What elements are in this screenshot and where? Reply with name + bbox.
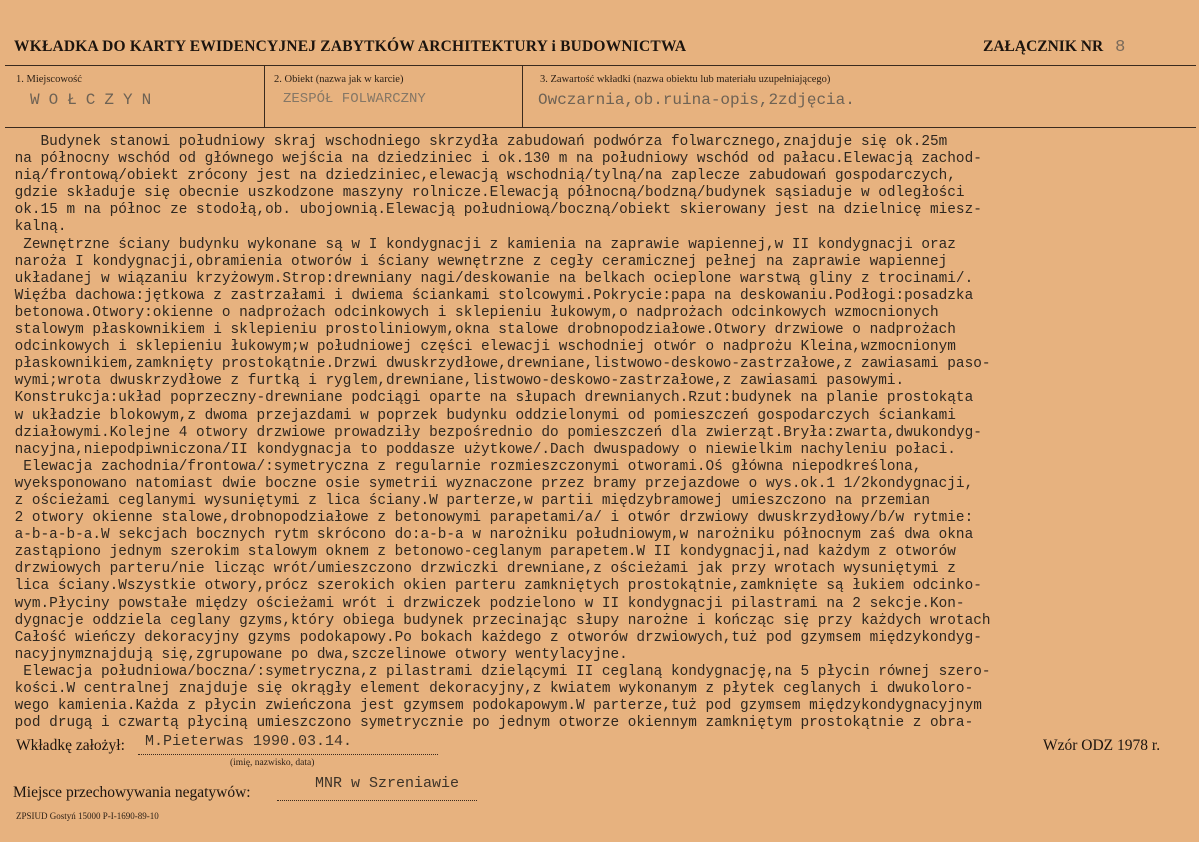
text-line: Elewacja zachodnia/frontowa/:symetryczna z regularnie rozmieszczonymi otworami.Oś główna niepodkreślona, xyxy=(6,458,922,475)
object-label: 2. Obiekt (nazwa jak w karcie) xyxy=(274,74,404,85)
text-line: odcinkowych i sklepieniu łukowym;w południowej części elewacji wschodniej otwór o nadprożu Kleina,wzmocnionym xyxy=(6,339,956,356)
text-line: stalowym płaskownikiem i sklepieniu prostoliniowym,okna stalowe drobnopodziałowe.Otwory drzwiowe o nadprożach xyxy=(6,322,956,339)
text-line: zastąpiono jednym szerokim stalowym oknem z betonowo-ceglanym parapetem.W II kondygnacji,nad każdym z otworów xyxy=(6,544,956,561)
text-line: w układzie blokowym,z dwoma przejazdami w poprzek budynku oddzielonymi od pomieszczeń gospodarczych ściankami xyxy=(6,407,956,424)
text-line: ok.15 m na północ ze stodołą,ob. ubojownią.Elewacją południową/boczną/obiekt skierowany jest na dzielnicę miesz- xyxy=(6,202,982,219)
text-line: wyeksponowano natomiast dwie boczne osie symetrii wyznaczone przez bramy przejazdowe o wys.ok.1 1/2kondygnacji, xyxy=(6,475,974,492)
field-divider xyxy=(264,65,265,127)
negatives-label: Miejsce przechowywania negatywów: xyxy=(13,784,251,801)
filled-by-line xyxy=(138,754,438,755)
text-line: układanej w wiązaniu krzyżowym.Strop:drewniany nagi/deskowanie na belkach ocieplone warstwą gliny z trocinami/. xyxy=(6,270,974,287)
filled-by-value: M.Pieterwas 1990.03.14. xyxy=(145,733,353,750)
printer-imprint: ZPSIUD Gostyń 15000 P-I-1690-89-10 xyxy=(16,811,159,821)
text-line: płaskownikiem,zamknięty prostokątnie.Drzwi dwuskrzydłowe,drewniane,listwowo-deskowo-zastrzałowe,z zawiasami paso- xyxy=(6,356,991,373)
filled-by-hint: (imię, nazwisko, data) xyxy=(230,758,315,768)
text-line: kości.W centralnej znajduje się okrągły element dekoracyjny,z kwiatem wykonanym z płytek ceglanych i dwukoloro- xyxy=(6,681,974,697)
text-line: dygnacje oddziela ceglany gzyms,który obiega budynek przecinając słupy narożne i kończąc się przy każdych wrotach xyxy=(6,612,991,629)
text-line: wym.Płyciny powstałe między ościeżami wrót i drzwiczek podzielono w II kondygnacji pilastrami na 2 sekcje.Kon- xyxy=(6,595,965,612)
text-line: pod drugą i czwartą płyciną umieszczono symetrycznie po jednym otworze okiennym zamkniętym prostokątnie z obra- xyxy=(6,715,974,732)
text-line: nacyjna,niepodpiwniczona/II kondygnacja to poddasze użytkowe/.Dach dwuspadowy o niewielkim nachyleniu połaci. xyxy=(6,441,956,458)
negatives-value: MNR w Szreniawie xyxy=(315,775,460,792)
attachment-label: ZAŁĄCZNIK NR xyxy=(983,38,1104,55)
locality-value: WOŁCZYN xyxy=(30,91,161,109)
text-line: z ościeżami ceglanymi wysuniętymi z lica ściany.W parterze,w partii międzybramowej umieszczono na przemian xyxy=(6,492,931,509)
text-line: drzwiowych parteru/nie licząc wrót/umieszczono drzwiczki drewniane,z ościeżami jak przy wrotach wysuniętymi z xyxy=(6,561,956,578)
text-line: nacyjnymznajdują się,zgrupowane po dwa,szczelinowe otwory wentylacyjne. xyxy=(6,646,628,663)
text-line: gdzie składuje się obecnie uszkodzone maszyny rolnicze.Elewacją północną/bodzną/budynek sąsiaduje w odległości xyxy=(6,185,965,202)
text-line: Elewacja południowa/boczna/:symetryczna,z pilastrami dzielącymi II ceglaną kondygnację,na 5 płycin równej szero- xyxy=(6,663,991,680)
attachment-number: 8 xyxy=(1115,38,1126,57)
text-line: działowymi.Kolejne 4 otwory drzwiowe prowadziły bezpośrednio do pomieszczeń dla zwierząt.Bryła:zwarta,dwukondyg- xyxy=(6,424,982,441)
text-line: na północny wschód od głównego wejścia na dziedziniec i ok.130 m na południowy wschód od pałacu.Elewacją zachod- xyxy=(6,151,982,168)
form-title: WKŁADKA DO KARTY EWIDENCYJNEJ ZABYTKÓW ARCHITEKTURY i BUDOWNICTWA xyxy=(14,38,687,55)
text-line: Konstrukcja:układ poprzeczny-drewniane podciągi oparte na słupach drewnianych.Rzut:budynek na planie prostokąta xyxy=(6,390,974,407)
negatives-line xyxy=(277,800,477,801)
content-value: Owczarnia,ob.ruina-opis,2zdjęcia. xyxy=(538,91,855,109)
filled-by-label: Wkładkę założył: xyxy=(16,737,125,754)
description-text xyxy=(6,134,1196,732)
content-label: 3. Zawartość wkładki (nazwa obiektu lub materiału uzupełniającego) xyxy=(540,74,831,85)
text-line: naroża I kondygnacji,obramienia otworów i ściany wewnętrzne z cegły ceramicznej pełnej na zaprawie wapiennej xyxy=(6,253,948,270)
locality-label: 1. Miejscowość xyxy=(16,74,82,85)
text-line: a-b-a-b-a.W sekcjach bocznych rytm skrócono do:a-b-a w narożniku południowym,w narożniku północnym zaś dwa okna xyxy=(6,527,974,544)
text-line: Zewnętrzne ściany budynku wykonane są w I kondygnacji z kamienia na zaprawie wapiennej,w II kondygnacji oraz xyxy=(6,236,956,253)
field-divider xyxy=(522,65,523,127)
form-model: Wzór ODZ 1978 r. xyxy=(1043,737,1161,754)
object-value: ZESPÓŁ FOLWARCZNY xyxy=(283,91,426,107)
text-line: wego kamienia.Każda z płycin zwieńczona jest gzymsem podokapowym.W parterze,tuż pod gzymsem międzykondygnacyjnym xyxy=(6,698,982,715)
text-line: Budynek stanowi południowy skraj wschodniego skrzydła zabudowań podwórza folwarcznego,znajduje się ok.25m xyxy=(6,134,948,150)
text-line: betonowa.Otwory:okienne o nadprożach odcinkowych i sklepieniu łukowym,o nadprożach odcinkowych wzmocnionych xyxy=(6,304,939,321)
attachment-number-field xyxy=(983,38,1125,57)
text-line: kalną. xyxy=(6,219,67,236)
text-line: nią/frontową/obiekt zrócony jest na dziedziniec,elewacją wschodnią/tylną/na zaplecze zabudowań gospodarczych, xyxy=(6,168,956,185)
text-line: lica ściany.Wszystkie otwory,prócz szerokich okien parteru zamkniętych prostokątnie,zamknięte są łukiem odcinko- xyxy=(6,578,982,595)
text-line: wymi;wrota dwuskrzydłowe z furtką i ryglem,drewniane,listwowo-deskowo-zastrzałowe,z zawiasami pasowymi. xyxy=(6,373,905,390)
text-line: Więźba dachowa:jętkowa z zastrzałami i dwiema ściankami stolcowymi.Pokrycie:papa na deskowaniu.Podłogi:posadzka xyxy=(6,287,974,304)
text-line: 2 otwory okienne stalowe,drobnopodziałowe z betonowymi parapetami/a/ i otwór drzwiowy dwuskrzydłowy/b/w rytmie: xyxy=(6,510,974,527)
text-line: Całość wieńczy dekoracyjny gzyms podokapowy.Po bokach każdego z otworów drzwiowych,tuż pod gzymsem międzykondyg- xyxy=(6,629,982,646)
